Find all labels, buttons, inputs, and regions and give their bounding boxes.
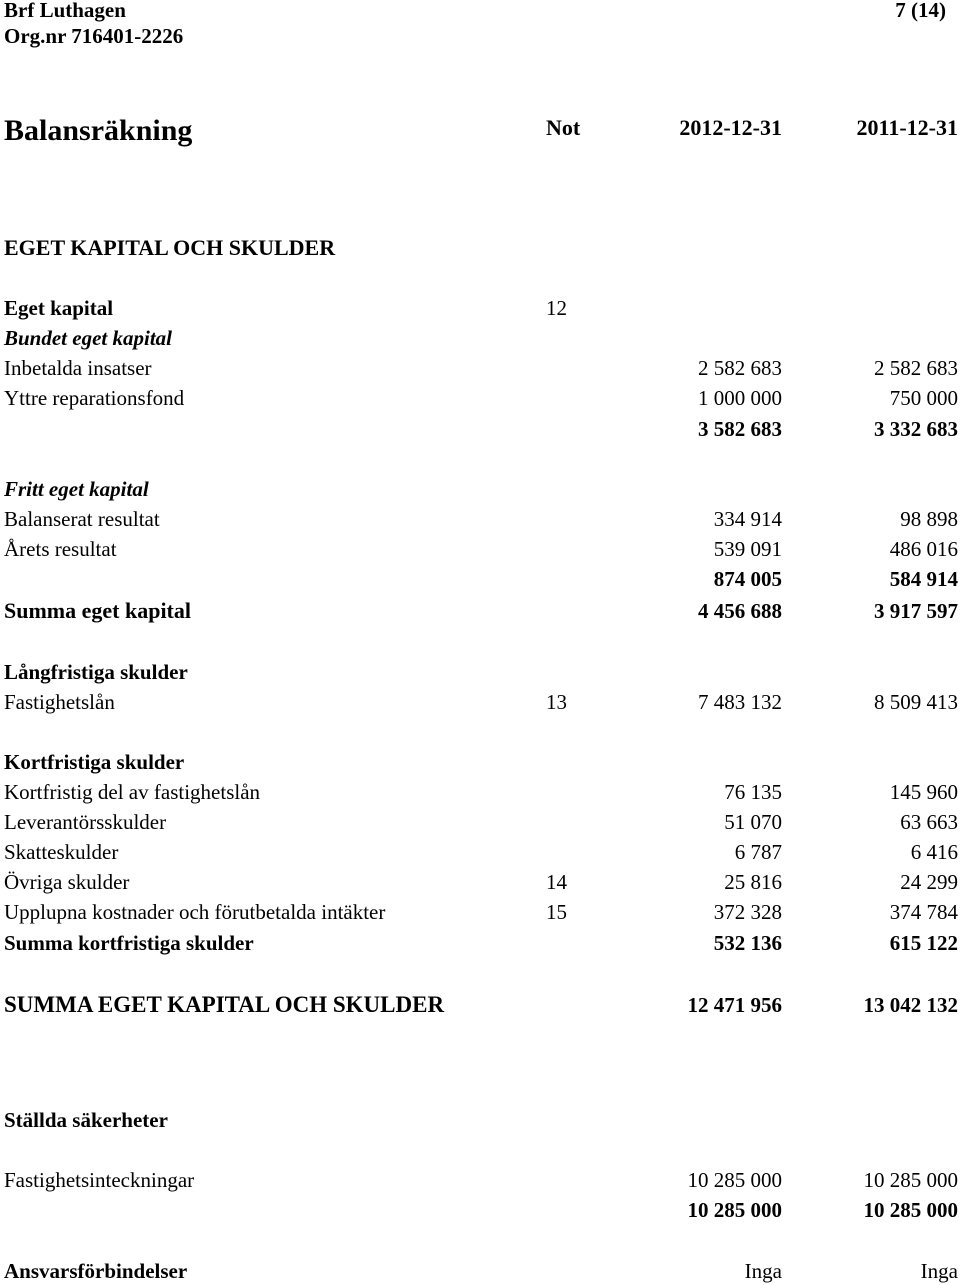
row-value-2012: 7 483 132 (698, 690, 782, 714)
bundet-subtotal-2012: 3 582 683 (698, 417, 782, 441)
row-value-2012: 6 787 (734, 840, 782, 864)
ansvar-value-2011: Inga (920, 1259, 958, 1283)
row-value-2012: 334 914 (713, 507, 782, 531)
stallda-sakerheter-heading: Ställda säkerheter (4, 1108, 168, 1132)
row-value-2011: 24 299 (900, 870, 958, 894)
row-label: Övriga skulder (4, 870, 130, 894)
row-label: Kortfristig del av fastighetslån (4, 780, 261, 804)
row-note: 13 (546, 690, 567, 714)
column-header-note: Not (546, 115, 581, 140)
eget-kapital-heading: Eget kapital (4, 296, 114, 320)
row-value-2012: 25 816 (724, 870, 782, 894)
summa-kortfristiga-label: Summa kortfristiga skulder (4, 931, 254, 955)
row-value-2012: 1 000 000 (698, 386, 782, 410)
organization-name: Brf Luthagen (4, 0, 126, 22)
row-value-2012: 76 135 (724, 780, 782, 804)
row-value-2011: 63 663 (900, 810, 958, 834)
bundet-subtotal-2011: 3 332 683 (874, 417, 958, 441)
row-value-2011: 10 285 000 (863, 1168, 958, 1192)
fritt-subtotal-2012: 874 005 (713, 567, 782, 591)
row-value-2012: 51 070 (724, 810, 782, 834)
row-value-2011: 374 784 (889, 900, 958, 924)
fritt-subtotal-2011: 584 914 (889, 567, 958, 591)
row-value-2011: 6 416 (910, 840, 958, 864)
stallda-subtotal-2011: 10 285 000 (863, 1198, 958, 1222)
row-label: Årets resultat (4, 537, 117, 561)
row-label: Fastighetslån (4, 690, 115, 714)
row-value-2011: 98 898 (900, 507, 958, 531)
langfristiga-skulder-heading: Långfristiga skulder (4, 660, 188, 684)
row-value-2011: 750 000 (889, 386, 958, 410)
organization-number: Org.nr 716401-2226 (4, 24, 184, 48)
grand-total-2012: 12 471 956 (687, 993, 782, 1017)
section-heading: EGET KAPITAL OCH SKULDER (4, 235, 336, 260)
grand-total-2011: 13 042 132 (863, 993, 958, 1017)
row-note: 14 (546, 870, 567, 894)
ansvarsforbindelser-heading: Ansvarsförbindelser (4, 1259, 188, 1283)
summa-eget-kapital-2012: 4 456 688 (698, 599, 782, 623)
row-value-2012: 372 328 (713, 900, 782, 924)
summa-eget-kapital-label: Summa eget kapital (4, 598, 191, 623)
row-value-2011: 8 509 413 (874, 690, 958, 714)
stallda-subtotal-2012: 10 285 000 (687, 1198, 782, 1222)
bundet-eget-kapital-heading: Bundet eget kapital (4, 326, 172, 350)
summa-eget-kapital-2011: 3 917 597 (874, 599, 958, 623)
row-label: Inbetalda insatser (4, 356, 152, 380)
row-label: Upplupna kostnader och förutbetalda intäkter (4, 900, 386, 924)
page-title: Balansräkning (4, 114, 193, 147)
column-header-2011: 2011-12-31 (856, 115, 958, 140)
row-value-2011: 486 016 (889, 537, 958, 561)
eget-kapital-note: 12 (546, 296, 567, 320)
fritt-eget-kapital-heading: Fritt eget kapital (4, 477, 149, 501)
summa-kortfristiga-2012: 532 136 (713, 931, 782, 955)
row-label: Yttre reparationsfond (4, 386, 185, 410)
page-number: 7 (14) (895, 0, 946, 22)
row-value-2011: 145 960 (889, 780, 958, 804)
grand-total-label: SUMMA EGET KAPITAL OCH SKULDER (4, 992, 445, 1017)
kortfristiga-skulder-heading: Kortfristiga skulder (4, 750, 185, 774)
row-label: Fastighetsinteckningar (4, 1168, 195, 1192)
row-label: Skatteskulder (4, 840, 119, 864)
column-header-2012: 2012-12-31 (679, 115, 782, 140)
summa-kortfristiga-2011: 615 122 (889, 931, 958, 955)
row-value-2012: 10 285 000 (687, 1168, 782, 1192)
row-value-2012: 539 091 (713, 537, 782, 561)
ansvar-value-2012: Inga (744, 1259, 782, 1283)
row-value-2011: 2 582 683 (874, 356, 958, 380)
row-value-2012: 2 582 683 (698, 356, 782, 380)
row-note: 15 (546, 900, 567, 924)
row-label: Balanserat resultat (4, 507, 160, 531)
row-label: Leverantörsskulder (4, 810, 167, 834)
